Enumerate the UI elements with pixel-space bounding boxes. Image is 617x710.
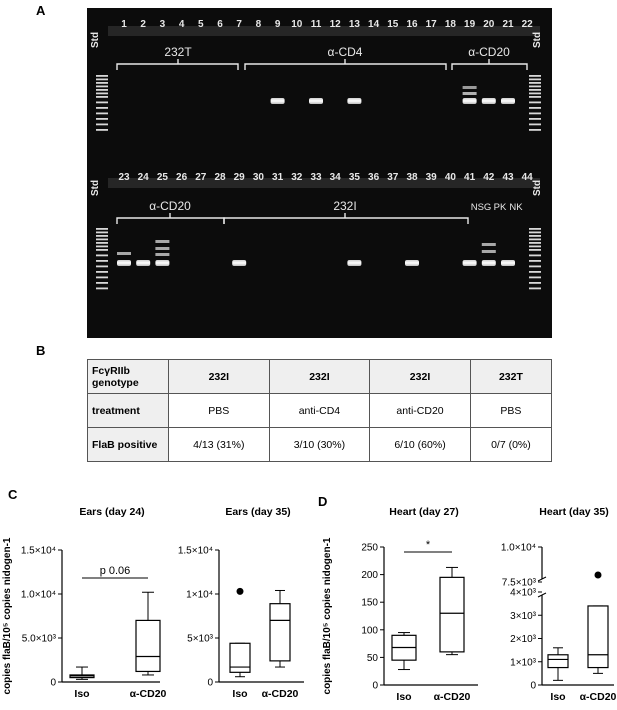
heart-day27-chart [320,500,478,710]
x-category-label: α-CD20 [433,691,471,703]
box [270,604,290,661]
lane-number: 4 [178,19,185,30]
gel-well-row-top [108,26,540,36]
lane-number: 18 [444,19,456,30]
box [230,643,250,672]
ladder-band [96,96,108,98]
ladder-band [529,271,541,273]
ladder-band [529,102,541,104]
y-tick-label: 1.0×10⁴ [500,542,536,554]
group-label-acd20-top: α-CD20 [468,45,510,59]
ladder-band [96,260,108,262]
genotype-cell: 232I [269,360,370,394]
x-category-label: Iso [550,691,566,703]
x-category-label: Iso [396,691,412,703]
y-tick-label: 4×10³ [510,587,536,599]
gel-band [482,243,496,246]
ladder-band [96,107,108,109]
lane-number: 10 [291,19,303,30]
std-label-bottom-left: Std [90,179,101,197]
lane-number: 22 [521,19,533,30]
ladder-band [96,113,108,115]
outlier-point [595,572,602,579]
lane-number: 28 [214,172,226,183]
lane-number: 32 [291,172,303,183]
lane-number: 41 [464,172,476,183]
y-tick-label: 150 [361,597,378,609]
lane-number: 2 [140,19,146,30]
ears-day35-chart [164,500,306,702]
y-tick-label: 250 [361,542,378,554]
ladder-band [96,271,108,273]
lane-number: 23 [118,172,130,183]
treatment-cell: PBS [169,394,270,428]
ladder-band [96,79,108,81]
y-tick-label: 1.5×10⁴ [20,545,56,557]
x-category-label: α-CD20 [261,688,299,700]
y-tick-label: 3×10³ [510,610,536,622]
ladder-band [529,113,541,115]
lane-number: 19 [464,19,476,30]
gel-band [482,250,496,253]
y-tick-label: 0 [50,677,56,689]
std-label-top-right: Std [532,31,543,49]
x-category-label: α-CD20 [129,688,167,700]
y-tick-label: 0 [207,677,213,689]
ladder-band [529,96,541,98]
lane-number: 37 [387,172,399,183]
gel-band [482,260,496,266]
ladder-band [96,266,108,268]
ladder-band [96,242,108,244]
flab-cell: 0/7 (0%) [470,428,551,462]
ladder-band [529,129,541,131]
x-category-label: Iso [232,688,248,700]
ladder-band [529,242,541,244]
lane-number: 38 [406,172,418,183]
ladder-band [529,228,541,230]
chart-title: Heart (day 35) [539,506,609,518]
lane-number: 36 [368,172,380,183]
gel-band [117,252,131,255]
lane-number: 27 [195,172,207,183]
group-label-232t: 232T [164,45,192,59]
ladder-band [96,232,108,234]
ladder-band [529,266,541,268]
ladder-band [96,255,108,257]
x-category-label: Iso [74,688,90,700]
ladder-band [529,239,541,241]
ladder-band [529,246,541,248]
lane-number: 35 [348,172,360,183]
row-header-flab: FlaB positive [88,428,169,462]
ladder-band [96,82,108,84]
group-label-232i: 232I [333,199,357,213]
ladder-band [529,86,541,88]
genotype-cell: 232T [470,360,551,394]
ladder-band [96,89,108,91]
lane-number: 6 [217,19,223,30]
y-axis-label: copies flaB/10⁵ copies nidogen-1 [2,537,13,695]
lane-number: 43 [502,172,514,183]
gel-band [463,98,477,104]
lane-number: 26 [176,172,188,183]
table-row-flab [88,428,552,462]
gel-image [0,0,617,345]
lane-number: 24 [137,172,149,183]
ladder-band [529,249,541,251]
y-tick-label: 1.0×10⁴ [20,589,56,601]
ears-day24-chart [0,500,167,702]
control-label-nsg: NSG [470,202,492,213]
ladder-band [529,93,541,95]
lane-number: 31 [272,172,284,183]
box [440,577,464,652]
gel-band [501,98,515,104]
y-axis-label: copies flaB/10⁵ copies nidogen-1 [322,537,333,695]
ladder-band [529,288,541,290]
ladder-band [96,75,108,77]
gel-band [309,98,323,104]
lane-number: 40 [444,172,456,183]
gel-band [347,98,361,104]
lane-number: 17 [425,19,437,30]
chart-title: Ears (day 24) [79,506,145,518]
table-row-treatment [88,394,552,428]
ladder-band [96,249,108,251]
chart-title: Ears (day 35) [225,506,291,518]
gel-band [136,260,150,266]
ladder-band [529,255,541,257]
y-tick-label: 0 [372,680,378,692]
ladder-band [529,235,541,237]
y-tick-label: 2×10³ [510,634,536,645]
lane-number: 44 [521,172,533,183]
gel-band [463,86,477,89]
significance-label: p 0.06 [99,565,131,577]
lane-number: 39 [425,172,437,183]
ladder-band [96,93,108,95]
x-category-label: α-CD20 [579,691,617,703]
panel-d-label: D [318,494,328,509]
control-label-pk: PK [493,202,507,213]
lane-number: 21 [502,19,514,30]
ladder-band [96,118,108,120]
ladder-band [96,129,108,131]
std-label-top-left: Std [90,31,101,49]
flab-cell: 6/10 (60%) [370,428,471,462]
ladder-band [96,86,108,88]
gel-band [347,260,361,266]
treatment-cell: anti-CD4 [269,394,370,428]
panel-a-label: A [36,3,46,18]
ladder-band [529,107,541,109]
lane-number: 5 [198,19,204,30]
group-label-acd20-bottom: α-CD20 [149,199,191,213]
ladder-band [96,288,108,290]
gel-band [155,247,169,250]
y-tick-label: 200 [361,570,378,582]
ladder-band [529,75,541,77]
ladder-band [96,282,108,284]
row-header-genotype: FcγRIIb genotype [88,360,169,394]
ladder-band [529,82,541,84]
y-tick-label: 100 [361,625,378,637]
treatment-cell: anti-CD20 [370,394,471,428]
significance-label: * [425,539,431,551]
box [588,606,608,668]
gel-band [155,260,169,266]
genotype-cell: 232I [169,360,270,394]
lane-number: 16 [406,19,418,30]
lane-number: 3 [159,19,166,30]
flab-cell: 4/13 (31%) [169,428,270,462]
ladder-band [96,277,108,279]
gel-band [117,260,131,266]
gel-band [155,253,169,256]
ladder-band [96,228,108,230]
row-header-treatment: treatment [88,394,169,428]
y-tick-label: 1×10³ [510,657,536,669]
lane-number: 15 [387,19,399,30]
ladder-band [529,282,541,284]
ladder-band [529,79,541,81]
y-tick-label: 50 [366,652,378,664]
ladder-band [96,124,108,126]
heart-day35-chart [478,500,615,710]
panel-b-label: B [36,343,46,358]
lane-number: 30 [252,172,264,183]
std-label-bottom-right: Std [532,179,543,197]
gel-band [501,260,515,266]
ladder-band [96,246,108,248]
lane-number: 9 [274,19,281,30]
ladder-band [529,260,541,262]
box [548,655,568,668]
y-tick-label: 5.0×10³ [21,633,56,645]
outlier-point [237,588,244,595]
ladder-band [529,118,541,120]
genotype-cell: 232I [370,360,471,394]
lane-number: 14 [368,19,380,30]
lane-number: 12 [329,19,341,30]
lane-number: 29 [233,172,245,183]
ladder-band [96,239,108,241]
ladder-band [96,235,108,237]
ladder-band [529,277,541,279]
gel-band [232,260,246,266]
lane-number: 8 [255,19,262,30]
chart-title: Heart (day 27) [389,506,459,518]
y-tick-label: 0 [530,680,536,692]
gel-band [155,240,169,243]
ladder-band [529,232,541,234]
gel-well-row-bottom [108,178,540,188]
gel-band [463,260,477,266]
lane-number: 25 [156,172,168,183]
ladder-band [96,102,108,104]
gel-band [482,98,496,104]
gel-band [271,98,285,104]
ladder-band [529,89,541,91]
y-tick-label: 7.5×10³ [501,577,536,589]
lane-number: 42 [483,172,495,183]
group-label-acd4: α-CD4 [327,45,363,59]
lane-number: 33 [310,172,322,183]
y-tick-label: 5×10³ [187,633,213,645]
genotype-table [87,359,552,462]
ladder-band [529,124,541,126]
flab-cell: 3/10 (30%) [269,428,370,462]
treatment-cell: PBS [470,394,551,428]
table-row-genotype [88,360,552,394]
lane-number: 11 [310,19,322,30]
y-tick-label: 1×10⁴ [186,589,213,601]
gel-band [463,92,477,95]
box [136,620,160,671]
lane-number: 13 [348,19,360,30]
control-label-nk: NK [509,202,523,213]
panel-c-label: C [8,487,18,502]
gel-band [405,260,419,266]
lane-number: 1 [121,19,127,30]
lane-number: 20 [483,19,495,30]
lane-number: 7 [236,19,242,30]
y-tick-label: 1.5×10⁴ [177,545,213,557]
lane-number: 34 [329,172,341,183]
